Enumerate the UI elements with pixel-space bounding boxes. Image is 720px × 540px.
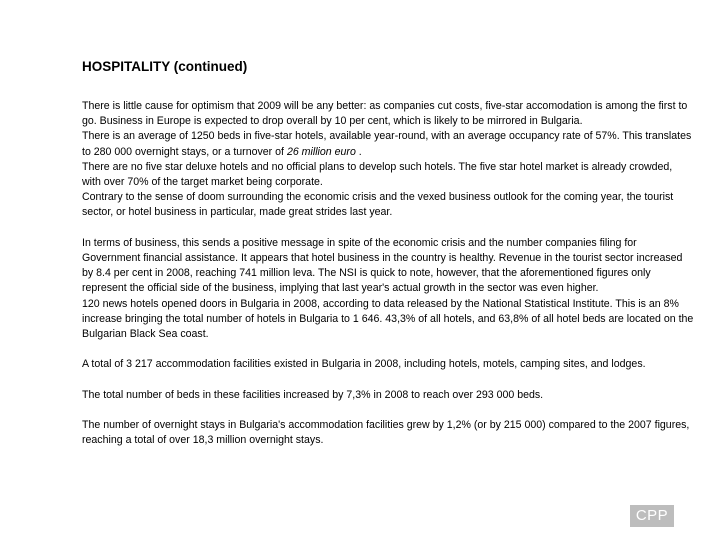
paragraph-beds-total: The total number of beds in these facilities increased by 7,3% in 2008 to reach over 293 000 beds. bbox=[82, 388, 544, 401]
paragraph-revenue: In terms of business, this sends a positive message in spite of the economic crisis and the number companies filing for Government financial assistance. It appears that hotel business in the country is healthy. Revenue in the tourist sector increased by 8.4 per cent in 2008, reaching 741 million leva. The NSI is quick to note, however, that the aforementioned figures only represent the official side of the business, implying that last year's actual growth in the sector was even higher. bbox=[82, 236, 683, 295]
paragraph-beds-occupancy bbox=[82, 129, 694, 159]
paragraph-new-hotels: 120 news hotels opened doors in Bulgaria in 2008, according to data released by the National Statistical Institute. This is an 8% increase bringing the total number of hotels in Bulgaria to 1 646. 43,3% of all hotels, and 63,8% of all hotel beds are located on the Bulgarian Black Sea coast. bbox=[82, 297, 694, 341]
paragraph-beds-text: There is an average of 1250 beds in five-star hotels, available year-round, with an average occupancy rate of 57%. This translates to 280 000 overnight stays, or a turnover of bbox=[82, 130, 692, 158]
paragraph-optimism: There is little cause for optimism that 2009 will be any better: as companies cut costs, five-star accomodation is among the first to go. Business in Europe is expected to drop overall by 10 per cent, which is likely to be mirrored in Bulgaria. bbox=[82, 100, 688, 128]
paragraph-beds-end: . bbox=[355, 145, 362, 158]
slide-body bbox=[82, 99, 694, 449]
paragraph-strides: Contrary to the sense of doom surrounding the economic crisis and the vexed business outlook for the coming year, the tourist sector, or hotel business in particular, made great strides last year. bbox=[82, 191, 674, 219]
turnover-figure: 26 million euro bbox=[286, 145, 356, 158]
paragraph-deluxe-hotels: There are no five star deluxe hotels and no official plans to develop such hotels. The five star hotel market is already crowded, with over 70% of the target market being corporate. bbox=[82, 160, 673, 189]
slide-title: HOSPITALITY (continued) bbox=[82, 59, 248, 74]
cpp-logo: CPP bbox=[630, 505, 674, 527]
paragraph-facilities: A total of 3 217 accommodation facilities existed in Bulgaria in 2008, including hotels, motels, camping sites, and lodges. bbox=[82, 358, 646, 371]
paragraph-overnight-stays: The number of overnight stays in Bulgaria's accommodation facilities grew by 1,2% (or by 215 000) compared to the 2007 figures, reaching a total of over 18,3 million overnight stays. bbox=[82, 419, 690, 447]
